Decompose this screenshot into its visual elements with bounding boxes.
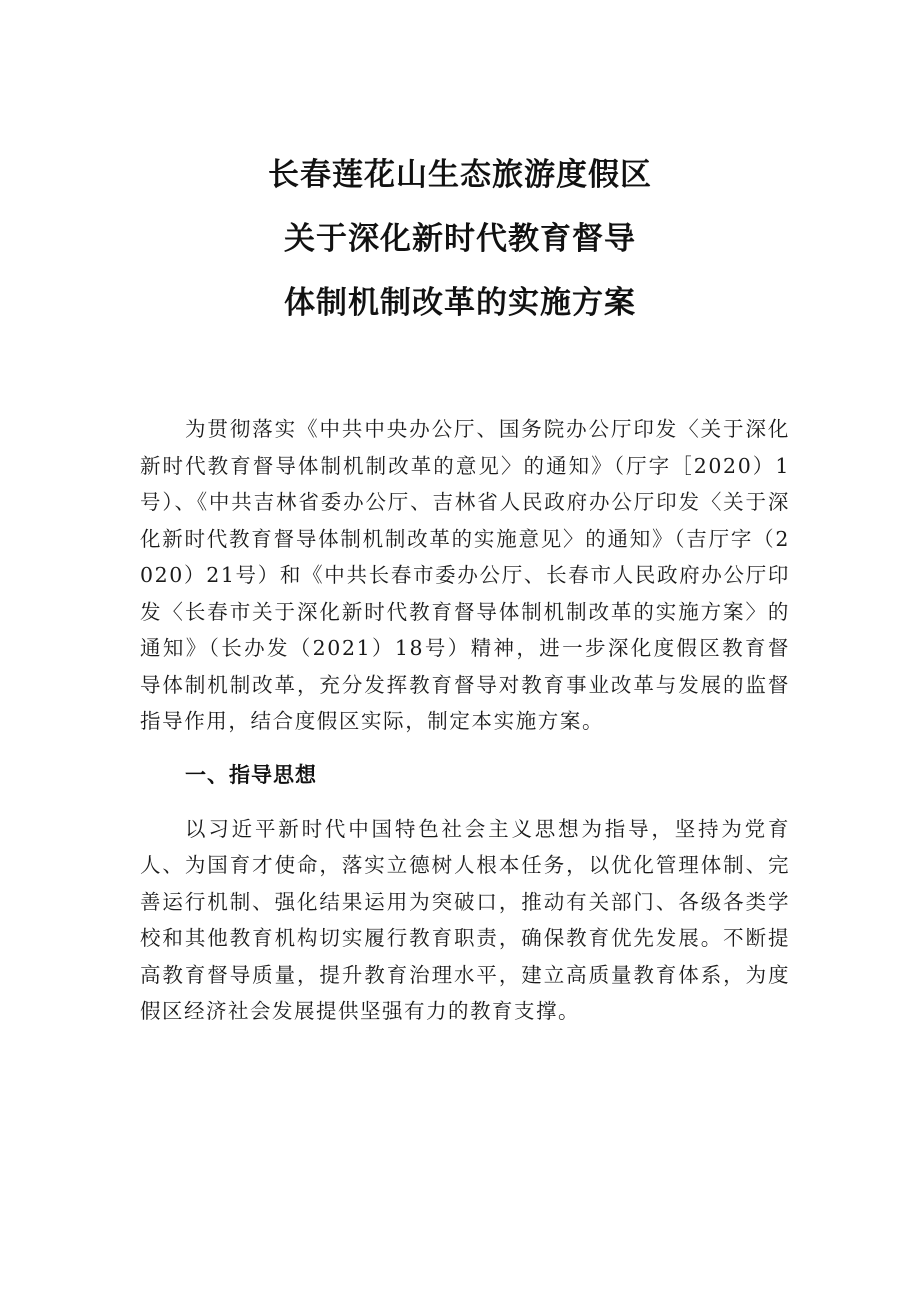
document-title <box>0 157 920 352</box>
intro-paragraph: 为贯彻落实《中共中央办公厅、国务院办公厅印发〈关于深化新时代教育督导体制机制改革的意见〉的通知》（厅字［2020）1号）、《中共吉林省委办公厅、吉林省人民政府办公厅印发〈关于深化新时代教育督导体制机制改革的实施意见〉的通知》（吉厅字（2020）21号）和《中共长春市委办公厅、长春市人民政府办公厅印发〈长春市关于深化新时代教育督导体制机制改革的实施方案〉的通知》（长办发（2021）18号）精神，进一步深化度假区教育督导体制机制改革，充分发挥教育督导对教育事业改革与发展的监督指导作用，结合度假区实际，制定本实施方案。 <box>140 417 790 733</box>
title-line-2: 关于深化新时代教育督导 <box>284 221 636 257</box>
title-line-3: 体制机制改革的实施方案 <box>284 285 636 321</box>
section-heading-guiding-ideology: 一、指导思想 <box>185 762 317 787</box>
document-body <box>140 411 790 1030</box>
title-line-1: 长春莲花山生态旅游度假区 <box>268 157 652 193</box>
guiding-ideology-paragraph: 以习近平新时代中国特色社会主义思想为指导，坚持为党育人、为国育才使命，落实立德树人根本任务，以优化管理体制、完善运行机制、强化结果运用为突破口，推动有关部门、各级各类学校和其他教育机构切实履行教育职责，确保教育优先发展。不断提高教育督导质量，提升教育治理水平，建立高质量教育体系，为度假区经济社会发展提供坚强有力的教育支撑。 <box>140 816 790 1023</box>
